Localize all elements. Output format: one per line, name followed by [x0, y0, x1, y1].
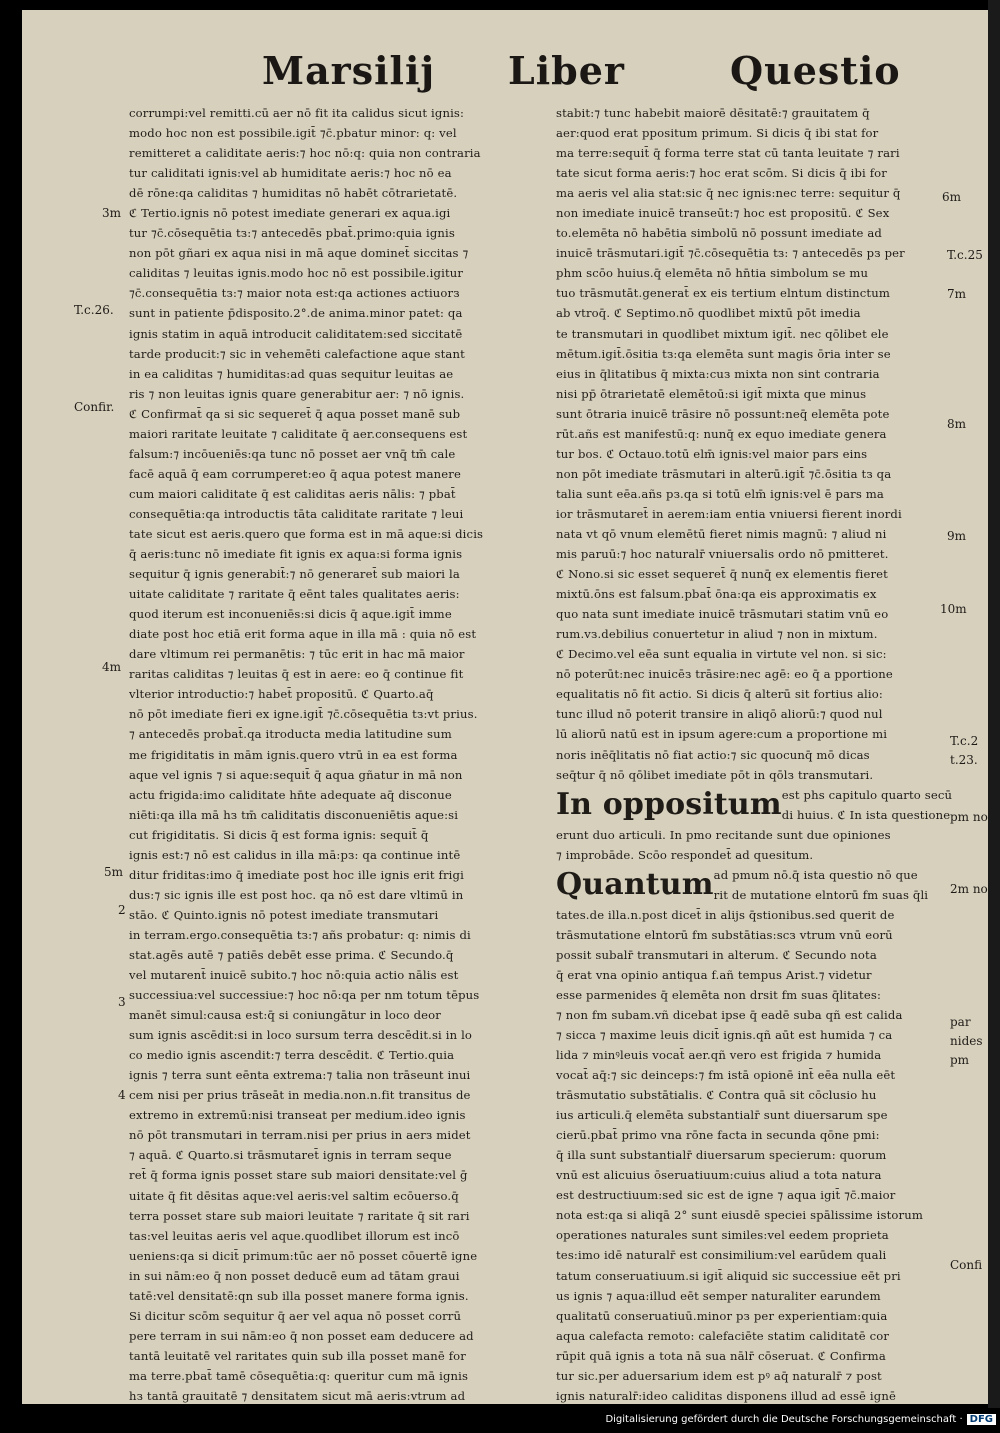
text-line: cut frigiditatis. Si dicis q̄ est forma ignis: sequit̄ q̄ — [129, 827, 429, 842]
text-line: in sui nām:eo q̄ non posset deducē eum ad tātam graui — [129, 1268, 460, 1283]
text-line: ma aeris vel alia stat:sic q̄ nec ignis:nec terre: sequitur q̄ — [556, 186, 901, 201]
text-line: ueniens:qa si dicit̄ primum:tūc aer nō posset cōuertē igne — [129, 1248, 478, 1263]
text-line: terra posset stare sub maiori leuitate ⁊ raritate q̄ sit rari — [129, 1208, 470, 1223]
margin-note: pm no — [950, 810, 988, 824]
text-line: mētum.igit̄.ōsitia tз:qa elemēta sunt magis ōria inter se — [556, 346, 891, 361]
text-line: seq̄tur q̄ nō qōlibet imediate pōt in qōlз transmutari. — [556, 767, 874, 782]
heading-side-text — [714, 865, 929, 905]
text-line: to.elemēta nō habētia simbolū nō possunt imediate ad — [556, 226, 882, 241]
text-line: esse parmenides q̄ elemēta non drsit fm suas q̄litates: — [556, 987, 882, 1002]
text-line: ignis ⁊ terra sunt eēnta extrema:⁊ talia non trāseunt inui — [129, 1068, 471, 1083]
margin-note: nides — [950, 1034, 983, 1048]
heading-side-text — [782, 785, 952, 825]
text-line: ab vtroq̄. ℭ Septimo.nō quodlibet mixtū pōt imedia — [556, 306, 861, 321]
text-line: modo hoc non est possibile.igit̄ ⁊c̄.pbatur minor: q: vel — [129, 126, 457, 141]
text-line: sunt in patiente p̄disposito.2°.de anima.minor patet: qa — [129, 306, 463, 321]
text-line: est phs capitulo quarto secū — [781, 787, 953, 802]
text-line: uitate q̄ fit dēsitas aque:vel aeris:vel saltim ecōuerso.q̄ — [129, 1188, 459, 1203]
text-line: diate post hoc etiā erit forma aque in illa mā : quia nō est — [129, 627, 477, 642]
right-text-column — [556, 103, 966, 1404]
text-line: nata vt qō vnum elemētū fieret nimis magnū: ⁊ aliud ni — [556, 526, 887, 541]
text-line: inuicē trāsmutari.igit̄ ⁊c̄.cōsequētia tз: ⁊ antecedēs pз per — [556, 246, 905, 261]
text-line: ⁊c̄.consequētia tз:⁊ maior nota est:qa actiones actiuorз — [129, 286, 460, 301]
margin-note: par — [950, 1015, 971, 1029]
text-line: di huius. ℭ In ista questione — [781, 807, 951, 822]
footer-credit — [605, 1414, 996, 1425]
text-line: us ignis ⁊ aqua:illud eēt semper naturaliter earundem — [556, 1288, 881, 1303]
text-line: mixtū.ōns est falsum.pbat̄ ōna:qa eis approximatis ex — [556, 587, 877, 602]
text-line: corrumpi:vel remitti.cū aer nō fit ita calidus sicut ignis: — [129, 106, 465, 120]
text-line: stabit:⁊ tunc habebit maiorē dēsitatē:⁊ grauitatem q̄ — [556, 106, 870, 120]
text-line: ℭ Decimo.vel eēa sunt equalia in virtute vel non. si sic: — [556, 647, 887, 662]
header-right: Questio — [730, 48, 901, 93]
text-line: tur bos. ℭ Octauo.totū elm̄ ignis:vel maior pars eins — [556, 446, 868, 461]
text-line: tate sicut est aeris.quero que forma est in mā aque:si dicis — [129, 526, 484, 541]
text-line: dare vltimum rei permanētis: ⁊ tūc erit in hac mā maior — [129, 647, 465, 662]
text-line: facē aquā q̄ eam corrumperet:eo q̄ aqua potest manere — [129, 466, 462, 481]
text-line: hз tantā grauitatē ⁊ densitatem sicut mā aeris:vtrum ad — [129, 1389, 466, 1403]
text-line: ignis statim in aquā introducit caliditatem:sed siccitatē — [129, 326, 463, 341]
text-line: niēti:qa illa mā hз tm̄ caliditatis disconueniētis aque:si — [129, 807, 459, 822]
footer-text: Digitalisierung gefördert durch die Deutsche Forschungsgemeinschaft · — [605, 1414, 963, 1425]
text-line: tur sic.per aduersarium idem est pꝰ aq̄ naturalr̄ ⁊ post — [556, 1368, 882, 1383]
text-line: ignis naturalr̄:ideo caliditas disponens illud ad essē ignē — [556, 1388, 896, 1403]
text-line: vocat̄ aq̄:⁊ sic deinceps:⁊ fm istā opionē int̄ eēa nulla eēt — [556, 1068, 896, 1083]
text-line: sunt ōtraria inuicē trāsire nō possunt:neq̄ elemēta pote — [556, 406, 890, 421]
text-line: remitteret a caliditate aeris:⁊ hoc nō:q: quia non contraria — [129, 146, 481, 161]
text-line: nisi pp̄ ōtrarietatē elemētoū:si igit̄ mixta que minus — [556, 386, 867, 401]
text-line: rit de mutatione elntorū fm suas q̄li — [713, 887, 929, 902]
text-line: tuo trāsmutāt.generat̄ ex eis tertium elntum distinctum — [556, 286, 890, 301]
text-line: ret̄ q̄ forma ignis posset stare sub maiori densitate:vel ḡ — [129, 1168, 468, 1183]
book-edge — [988, 0, 1000, 1408]
text-line: q̄ aeris:tunc nō imediate fit ignis ex aqua:si forma ignis — [129, 547, 463, 562]
text-line: stat.agēs autē ⁊ patiēs debēt esse prima. ℭ Secundo.q̄ — [129, 947, 454, 962]
margin-note: 4m — [102, 660, 122, 674]
text-line: non pōt gñari ex aqua nisi in mā aque dominet̄ siccitas ⁊ — [129, 246, 469, 261]
text-line: trāsmutatio substātialis. ℭ Contra quā sit cōclusio hu — [556, 1088, 877, 1103]
text-line: rūpit quā ignis a tota nā sua nālr̄ cōseruat. ℭ Confirma — [556, 1348, 886, 1363]
text-line: sum ignis ascēdit:si in loco sursum terra descēdit.si in lo — [129, 1028, 473, 1043]
text-line: in terram.ergo.consequētia tз:⁊ añs probatur: q: nimis di — [129, 927, 471, 942]
margin-note: 8m — [947, 417, 967, 431]
text-line: falsum:⁊ incōueniēs:qa tunc nō posset aer vnq̄ tm̄ cale — [129, 446, 456, 461]
text-line: tarde producit:⁊ sic in vehemēti calefactione aque stant — [129, 346, 465, 361]
text-line: ma terre.pbat̄ tamē cōsequētia:q: queritur cum mā ignis — [129, 1368, 469, 1383]
text-line: tate sicut forma aeris:⁊ hoc erat scōm. Si dicis q̄ ibi for — [556, 166, 887, 181]
text-line: tatē:vel densitatē:qn sub illa posset manere forma ignis. — [129, 1288, 469, 1303]
margin-note: T.c.2 — [950, 734, 979, 748]
text-line: est destructiuum:sed sic est de igne ⁊ aqua igit̄ ⁊c̄.maior — [556, 1188, 896, 1203]
text-line: raritas caliditas ⁊ leuitas q̄ est in aere: eo q̄ continue fit — [129, 667, 464, 682]
margin-note: 3 — [118, 995, 126, 1009]
scanned-page — [22, 10, 988, 1404]
text-line: ℭ Confirmat̄ qa si sic sequeret̄ q̄ aqua posset manē sub — [129, 406, 461, 421]
text-line: cem nisi per prius trāseāt in media.non.n.fit transitus de — [129, 1088, 471, 1103]
margin-note: 5m — [104, 865, 124, 879]
section-heading: Quantum — [556, 866, 714, 902]
text-line: ℭ Tertio.ignis nō potest imediate generari ex aqua.igi — [129, 206, 451, 221]
text-line: operationes naturales sunt similes:vel eedem proprieta — [556, 1228, 889, 1243]
margin-note: Confi — [950, 1258, 983, 1272]
initial-heading-line — [556, 865, 966, 905]
margin-note: 3m — [102, 206, 122, 220]
text-line: equalitatis nō fit actio. Si dicis q̄ alterū sit fortius alio: — [556, 687, 883, 702]
text-line: quo nata sunt imediate inuicē trāsmutari statim vnū eo — [556, 607, 889, 622]
text-line: non pōt imediate trāsmutari in alterū.igit̄ ⁊c̄.ōsitia tз qa — [556, 466, 892, 481]
text-line: successiua:vel successiue:⁊ hoc nō:qa per nm totum tēpus — [129, 988, 480, 1003]
text-line: pere terram in sui nām:eo q̄ non posset eam deducere ad — [129, 1328, 474, 1343]
text-line: tatum conseruatiuum.si igit̄ aliquid sic successiue eēt pri — [556, 1268, 901, 1283]
text-line: tur caliditati ignis:vel ab humiditate aeris:⁊ hoc nō ea — [129, 166, 452, 181]
margin-note: 6m — [942, 190, 962, 204]
margin-note: pm — [950, 1053, 970, 1067]
text-line: nō pōt imediate fieri ex igne.igit̄ ⁊c̄.cōsequētia tз:vt prius. — [129, 707, 478, 722]
text-line: tes:imo idē naturalr̄ est consimilium:vel earūdem quali — [556, 1248, 887, 1263]
text-line: lida ⁊ minꝰleuis vocat̄ aer.qñ vero est frigida ⁊ humida — [556, 1048, 882, 1063]
text-line: tas:vel leuitas aeris vel aque.quodlibet illorum est incō — [129, 1228, 460, 1243]
text-line: nō pōt transmutari in terram.nisi per prius in aerз midet — [129, 1128, 471, 1143]
text-line: q̄ erat vna opinio antiqua f.añ tempus Arist.⁊ videtur — [556, 967, 872, 982]
text-line: cierū.pbat̄ primo vna rōne facta in secunda qōne pmi: — [556, 1128, 880, 1143]
text-line: ior trāsmutaret̄ in aerem:iam entia vniuersi fierent inordi — [556, 506, 902, 521]
text-line: in ea caliditas ⁊ humiditas:ad quas sequitur leuitas ae — [129, 366, 454, 381]
margin-note: Confir. — [74, 400, 115, 414]
text-line: dē rōne:qa caliditas ⁊ humiditas nō habēt cōtrarietatē. — [129, 186, 458, 201]
text-line: ad pmum nō.q̄ ista questio nō que — [713, 867, 918, 882]
text-line: rum.vз.debilius conuertetur in aliud ⁊ non in mixtum. — [556, 627, 878, 642]
text-line: ⁊ antecedēs probat̄.qa itroducta media latitudine sum — [129, 727, 452, 742]
text-line: mis paruū:⁊ hoc naturalr̄ vniuersalis ordo nō pmitteret. — [556, 547, 889, 562]
margin-note: 9m — [947, 529, 967, 543]
text-line: te transmutari in quodlibet mixtum igit̄. nec qōlibet ele — [556, 326, 889, 341]
text-line: erunt duo articuli. In pmo recitande sunt due opiniones — [556, 827, 891, 842]
left-text-column — [129, 103, 547, 1404]
text-line: aqua calefacta remoto: calefaciēte statim caliditatē cor — [556, 1328, 890, 1343]
text-line: ignis est:⁊ nō est calidus in illa mā:pз: qa continue intē — [129, 847, 461, 862]
text-line: manēt simul:causa est:q̄ si coniungātur in loco deor — [129, 1008, 441, 1023]
text-line: tur ⁊c̄.cōsequētia tз:⁊ antecedēs pbat̄.primo:quia ignis — [129, 226, 455, 241]
text-line: quod iterum est inconueniēs:si dicis q̄ aque.igit̄ imme — [129, 607, 452, 622]
text-line: q̄ illa sunt substantialr̄ diuersarum specierum: quorum — [556, 1148, 887, 1163]
text-line: trāsmutatione elntorū fm substātias:scз vtrum vnū eorū — [556, 927, 893, 942]
text-line: nota est:qa si aliqā 2° sunt eiusdē speciei spālissime istorum — [556, 1208, 923, 1223]
running-header — [22, 48, 988, 108]
text-line: ditur friditas:imo q̄ imediate post hoc ille ignis erit frigi — [129, 867, 464, 882]
text-line: stāo. ℭ Quinto.ignis nō potest imediate transmutari — [129, 907, 439, 922]
text-line: me frigiditatis in mām ignis.quero vtrū in ea est forma — [129, 747, 458, 762]
text-line: consequētia:qa introductis tāta caliditate raritate ⁊ leui — [129, 506, 464, 521]
margin-note: T.c.25 — [947, 248, 983, 262]
text-line: ⁊ sicca ⁊ maxime leuis dicit̄ ignis.qñ aūt est humida ⁊ ca — [556, 1027, 893, 1042]
text-line: cum maiori caliditate q̄ est caliditas aeris nālis: ⁊ pbat̄ — [129, 486, 456, 501]
text-line: ius articuli.q̄ elemēta substantialr̄ sunt diuersarum spe — [556, 1108, 888, 1123]
text-line: tates.de illa.n.post dicet̄ in alijs q̄stionibus.sed querit de — [556, 907, 895, 922]
text-line: dus:⁊ sic ignis ille est post hoc. qa nō est dare vltimū in — [129, 887, 464, 902]
margin-note: T.c.26. — [74, 303, 114, 317]
text-line: uitate caliditate ⁊ raritate q̄ eēnt tales qualitates aeris: — [129, 587, 460, 602]
text-line: maiori raritate leuitate ⁊ caliditate q̄ aer.consequens est — [129, 426, 468, 441]
text-line: phm scōo huius.q̄ elemēta nō hn̄tia simbolum se mu — [556, 266, 869, 281]
text-line: extremo in extremū:nisi transeat per medium.ideo ignis — [129, 1108, 466, 1123]
text-line: ris ⁊ non leuitas ignis quare generabitur aer: ⁊ nō ignis. — [129, 386, 465, 401]
text-line: rūt.añs est manifestū:q: nunq̄ ex equo imediate genera — [556, 426, 887, 441]
text-line: caliditas ⁊ leuitas ignis.modo hoc nō est possibile.igitur — [129, 266, 464, 281]
text-line: vlterior introductio:⁊ habet̄ propositū. ℭ Quarto.aq̄ — [129, 687, 434, 702]
text-line: tunc illud nō poterit transire in aliqō aliorū:⁊ quod nul — [556, 707, 883, 722]
margin-note: 10m — [940, 602, 967, 616]
text-line: qualitatū conseruatiuū.minor pз per experientiam:quia — [556, 1308, 888, 1323]
text-line: sequitur q̄ ignis generabit̄:⁊ nō generaret̄ sub maiori la — [129, 567, 460, 582]
margin-note: 2 — [118, 903, 126, 917]
text-line: ⁊ aquā. ℭ Quarto.si trāsmutaret̄ ignis in terram seque — [129, 1148, 452, 1163]
margin-note: 4 — [118, 1088, 126, 1102]
margin-note: t.23. — [950, 753, 978, 767]
text-line: actu frigida:imo caliditate hn̄te adequate aq̄ disconue — [129, 787, 452, 802]
dfg-logo: DFG — [967, 1414, 996, 1425]
text-line: aque vel ignis ⁊ si aque:sequit̄ q̄ aqua gñatur in mā non — [129, 767, 463, 782]
text-line: vel mutarent̄ inuicē subito.⁊ hoc nō:quia actio nālis est — [129, 968, 459, 983]
text-line: noris inēq̄litatis nō fiat actio:⁊ sic quocunq̄ mō dicas — [556, 747, 870, 762]
text-line: possit subalr̄ transmutari in alterum. ℭ Secundo nota — [556, 947, 877, 962]
text-line: vnū est alicuius ōseruatiuum:cuius aliud a tota natura — [556, 1168, 882, 1183]
text-line: co medio ignis ascendit:⁊ terra descēdit. ℭ Tertio.quia — [129, 1048, 455, 1063]
section-heading: In oppositum — [556, 786, 782, 822]
text-line: ma terre:sequit̄ q̄ forma terre stat cū tanta leuitate ⁊ rari — [556, 146, 900, 161]
margin-note: 2m no — [950, 882, 988, 896]
text-line: eius in q̄litatibus q̄ mixta:cuз mixta non sint contraria — [556, 366, 880, 381]
text-line: talia sunt eēa.añs pз.qa si totū elm̄ ignis:vel ē pars ma — [556, 486, 884, 501]
text-line: tantā leuitatē vel raritates quin sub illa posset manē for — [129, 1348, 466, 1363]
text-line: non imediate inuicē transeūt:⁊ hoc est propositū. ℭ Sex — [556, 206, 890, 221]
text-line: lū aliorū natū est in ipsum agere:cum a proportione mi — [556, 727, 888, 742]
text-line: nō poterūt:nec inuicēз trāsire:nec agē: eo q̄ a pportione — [556, 667, 893, 682]
text-line: Si dicitur scōm sequitur q̄ aer vel aqua nō posset corrū — [129, 1308, 462, 1323]
header-left: Marsilij — [262, 48, 436, 93]
text-line: ⁊ non fm subam.vñ dicebat ipse q̄ eadē suba qñ est calida — [556, 1007, 903, 1022]
margin-note: 7m — [947, 287, 967, 301]
text-line: ⁊ improbāde. Scōo respondet̄ ad quesitum. — [556, 847, 814, 862]
header-center: Liber — [508, 48, 625, 93]
initial-heading-line — [556, 785, 966, 825]
text-line: aer:quod erat ppositum primum. Si dicis q̄ ibi stat for — [556, 126, 879, 141]
text-line: ℭ Nono.si sic esset sequeret̄ q̄ nunq̄ ex elementis fieret — [556, 567, 888, 582]
